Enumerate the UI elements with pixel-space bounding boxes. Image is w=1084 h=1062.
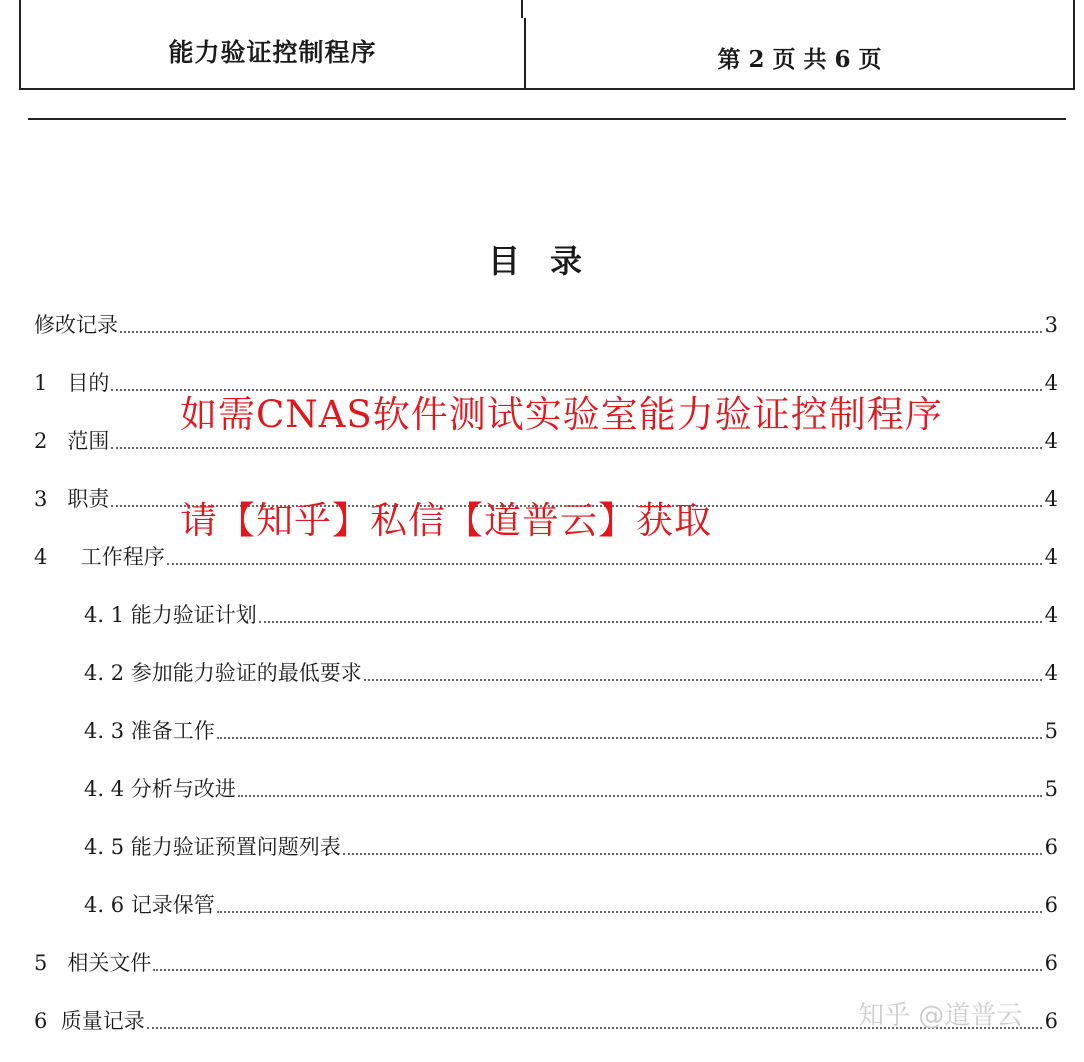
toc-entry-page: 3 bbox=[1044, 313, 1058, 337]
header-border-stub bbox=[1073, 0, 1075, 18]
toc-entry[interactable] bbox=[84, 890, 1058, 920]
toc-entry[interactable] bbox=[84, 600, 1058, 630]
toc-entry[interactable] bbox=[34, 542, 1058, 572]
toc-entry-label: 4. 2 参加能力验证的最低要求 bbox=[84, 661, 362, 685]
page-info: 第 2 页 共 6 页 bbox=[717, 45, 882, 73]
watermark: 知乎 @道普云 bbox=[858, 1001, 1023, 1031]
toc-entry-label: 4. 4 分析与改进 bbox=[84, 777, 236, 801]
toc-entry[interactable] bbox=[84, 832, 1058, 862]
toc-entry-label: 6 质量记录 bbox=[34, 1009, 145, 1033]
toc-entry-label: 4. 5 能力验证预置问题列表 bbox=[84, 835, 341, 859]
toc-leader-dots bbox=[167, 562, 1042, 565]
toc-entry[interactable] bbox=[84, 716, 1058, 746]
toc-entry[interactable] bbox=[34, 310, 1058, 340]
toc-entry-label: 4. 6 记录保管 bbox=[84, 893, 215, 917]
toc-leader-dots bbox=[217, 910, 1042, 913]
toc-entry-page: 5 bbox=[1044, 777, 1058, 801]
toc-leader-dots bbox=[343, 852, 1042, 855]
toc-entry-page: 6 bbox=[1044, 835, 1058, 859]
toc-entry-page: 5 bbox=[1044, 719, 1058, 743]
toc-leader-dots bbox=[111, 446, 1042, 449]
toc-entry-label: 修改记录 bbox=[34, 313, 118, 337]
toc-entry-label: 1 目的 bbox=[34, 371, 110, 395]
toc-entry-page: 6 bbox=[1044, 951, 1058, 975]
toc-entry-page: 6 bbox=[1044, 893, 1058, 917]
toc-entry-label: 5 相关文件 bbox=[34, 951, 152, 975]
toc-leader-dots bbox=[217, 736, 1042, 739]
toc-entry[interactable] bbox=[84, 658, 1058, 688]
toc-entry-page: 4 bbox=[1044, 429, 1058, 453]
header-border-stub bbox=[19, 0, 21, 18]
toc-leader-dots bbox=[364, 678, 1042, 681]
toc-entry-page: 4 bbox=[1044, 545, 1058, 569]
promo-overlay-line1: 如需CNAS软件测试实验室能力验证控制程序 bbox=[180, 393, 943, 436]
toc-title: 目录 bbox=[487, 242, 612, 280]
document-title: 能力验证控制程序 bbox=[21, 18, 526, 88]
toc-leader-dots bbox=[259, 620, 1042, 623]
toc-entry[interactable] bbox=[84, 774, 1058, 804]
toc-entry-label: 2 范围 bbox=[34, 429, 110, 453]
toc-entry-label: 3 职责 bbox=[34, 487, 110, 511]
toc-entry-label: 4 工作程序 bbox=[34, 545, 165, 569]
toc-leader-dots bbox=[153, 968, 1042, 971]
toc-entry-label: 4. 3 准备工作 bbox=[84, 719, 215, 743]
promo-overlay-line2: 请【知乎】私信【道普云】获取 bbox=[180, 499, 712, 542]
toc-entry[interactable] bbox=[34, 948, 1058, 978]
toc-entry-page: 4 bbox=[1044, 487, 1058, 511]
toc-entry-page: 4 bbox=[1044, 371, 1058, 395]
toc-entry-label: 4. 1 能力验证计划 bbox=[84, 603, 257, 627]
toc-entry-page: 4 bbox=[1044, 603, 1058, 627]
toc-leader-dots bbox=[120, 330, 1042, 333]
toc-entry-page: 4 bbox=[1044, 661, 1058, 685]
header-border-stub bbox=[521, 0, 523, 18]
document-header bbox=[19, 18, 1075, 90]
toc-leader-dots bbox=[238, 794, 1042, 797]
toc-entry-page: 6 bbox=[1044, 1009, 1058, 1033]
header-rule bbox=[28, 118, 1066, 120]
